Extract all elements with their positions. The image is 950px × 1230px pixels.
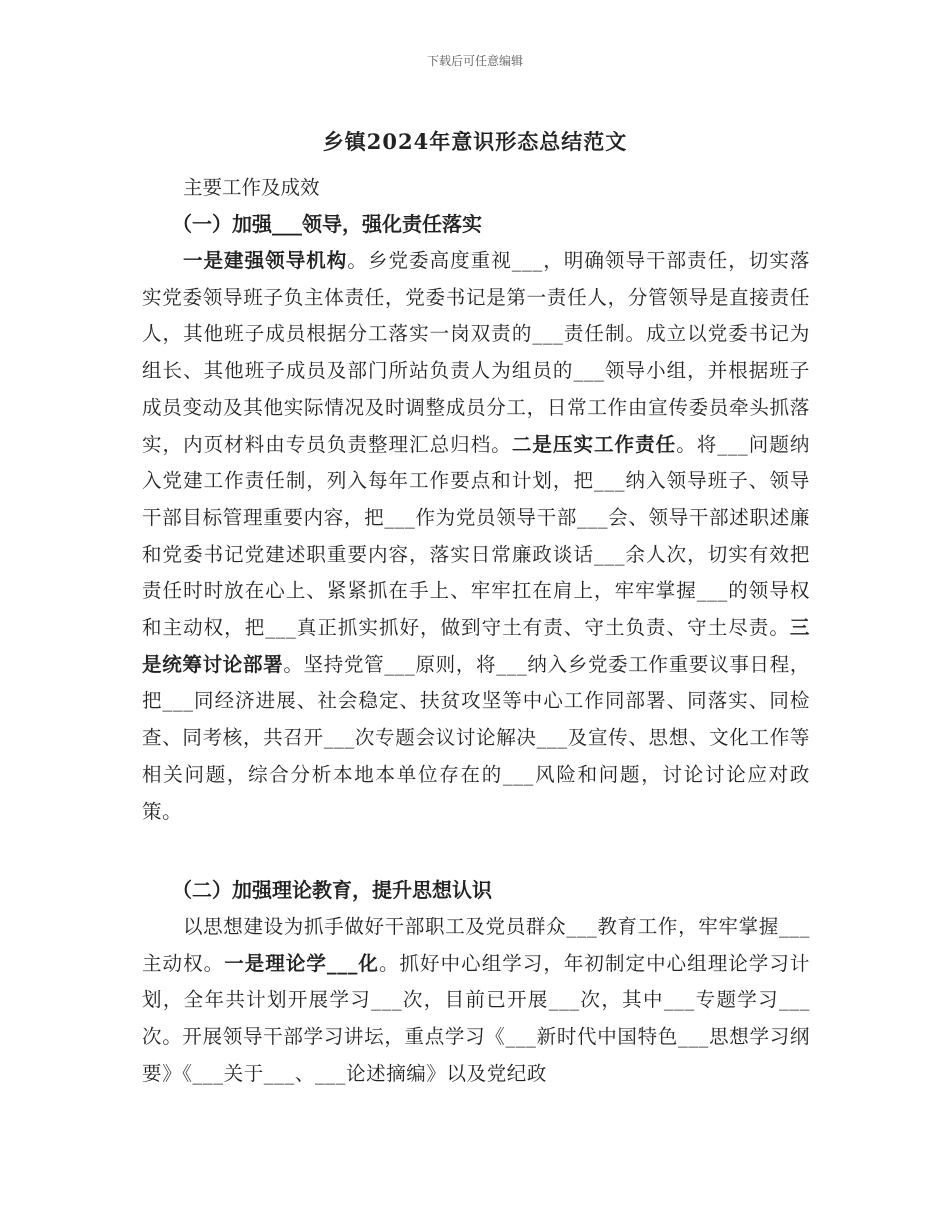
section1-body	[142, 243, 810, 830]
section1-p2-lead: 二是压实工作责任	[511, 432, 677, 456]
section2-p1-text-a: 以思想建设为抓手做好干部职工及党员群众___教育工作，牢牢掌握___主动权。	[142, 915, 810, 975]
section2-heading: （二）加强理论教育，提升思想认识	[172, 878, 492, 902]
section2-p1-text-b: 。抓好中心组学习，年初制定中心组理论学习计划，全年共计划开展学习___次，目前已开展___次，其中___专题学习___次。开展领导干部学习讲坛，重点学习《___新时代中国特色___思想学习纲要》《___关于___、___论述摘编》以及党纪政	[142, 951, 810, 1085]
document-title: 乡镇2024年意识形态总结范文	[322, 129, 628, 154]
section1-p1-text: 。乡党委高度重视___，明确领导干部责任，切实落实党委领导班子负主体责任，党委书记是第一责任人，分管领导是直接责任人，其他班子成员根据分工落实一岗双责的___责任制。成立以党委书记为组长、其他班子成员及部门所站负责人为组员的___领导小组，并根据班子成员变动及其他实际情况及时调整成员分工，日常工作由宣传委员牵头抓落实，内页材料由专员负责整理汇总归档。	[142, 249, 810, 456]
section1-p2-text: 。将___问题纳入党建工作责任制，列入每年工作要点和计划，把___纳入领导班子、领导干部目标管理重要内容，把___作为党员领导干部___会、领导干部述职述廉和党委书记党建述职重要内容，落实日常廉政谈话___余人次，切实有效把责任时时放在心上、紧紧抓在手上、牢牢扛在肩上，牢牢掌握___的领导权和主动权，把___真正抓实抓好，做到守土有责、守土负责、守土尽责。	[142, 432, 810, 640]
section1-heading: （一）加强___领导，强化责任落实	[172, 212, 482, 236]
page-header: 下载后可任意编辑	[426, 54, 523, 68]
intro-line: 主要工作及成效	[182, 176, 320, 199]
section2-p1-lead: 一是理论学___化	[224, 951, 379, 975]
section1-p1-lead: 一是建强领导机构	[182, 249, 348, 272]
section1-p3-lead: 三是统筹讨论部署	[142, 616, 810, 676]
section1-p3-text: 。坚持党管___原则，将___纳入乡党委工作重要议事日程，把___同经济进展、社会稳定、扶贫攻坚等中心工作同部署、同落实、同检查、同考核，共召开___次专题会议讨论解决___及宣传、思想、文化工作等相关问题，综合分析本地本单位存在的___风险和问题，讨论讨论应对政策。	[142, 652, 810, 823]
section2-body	[142, 909, 810, 1093]
